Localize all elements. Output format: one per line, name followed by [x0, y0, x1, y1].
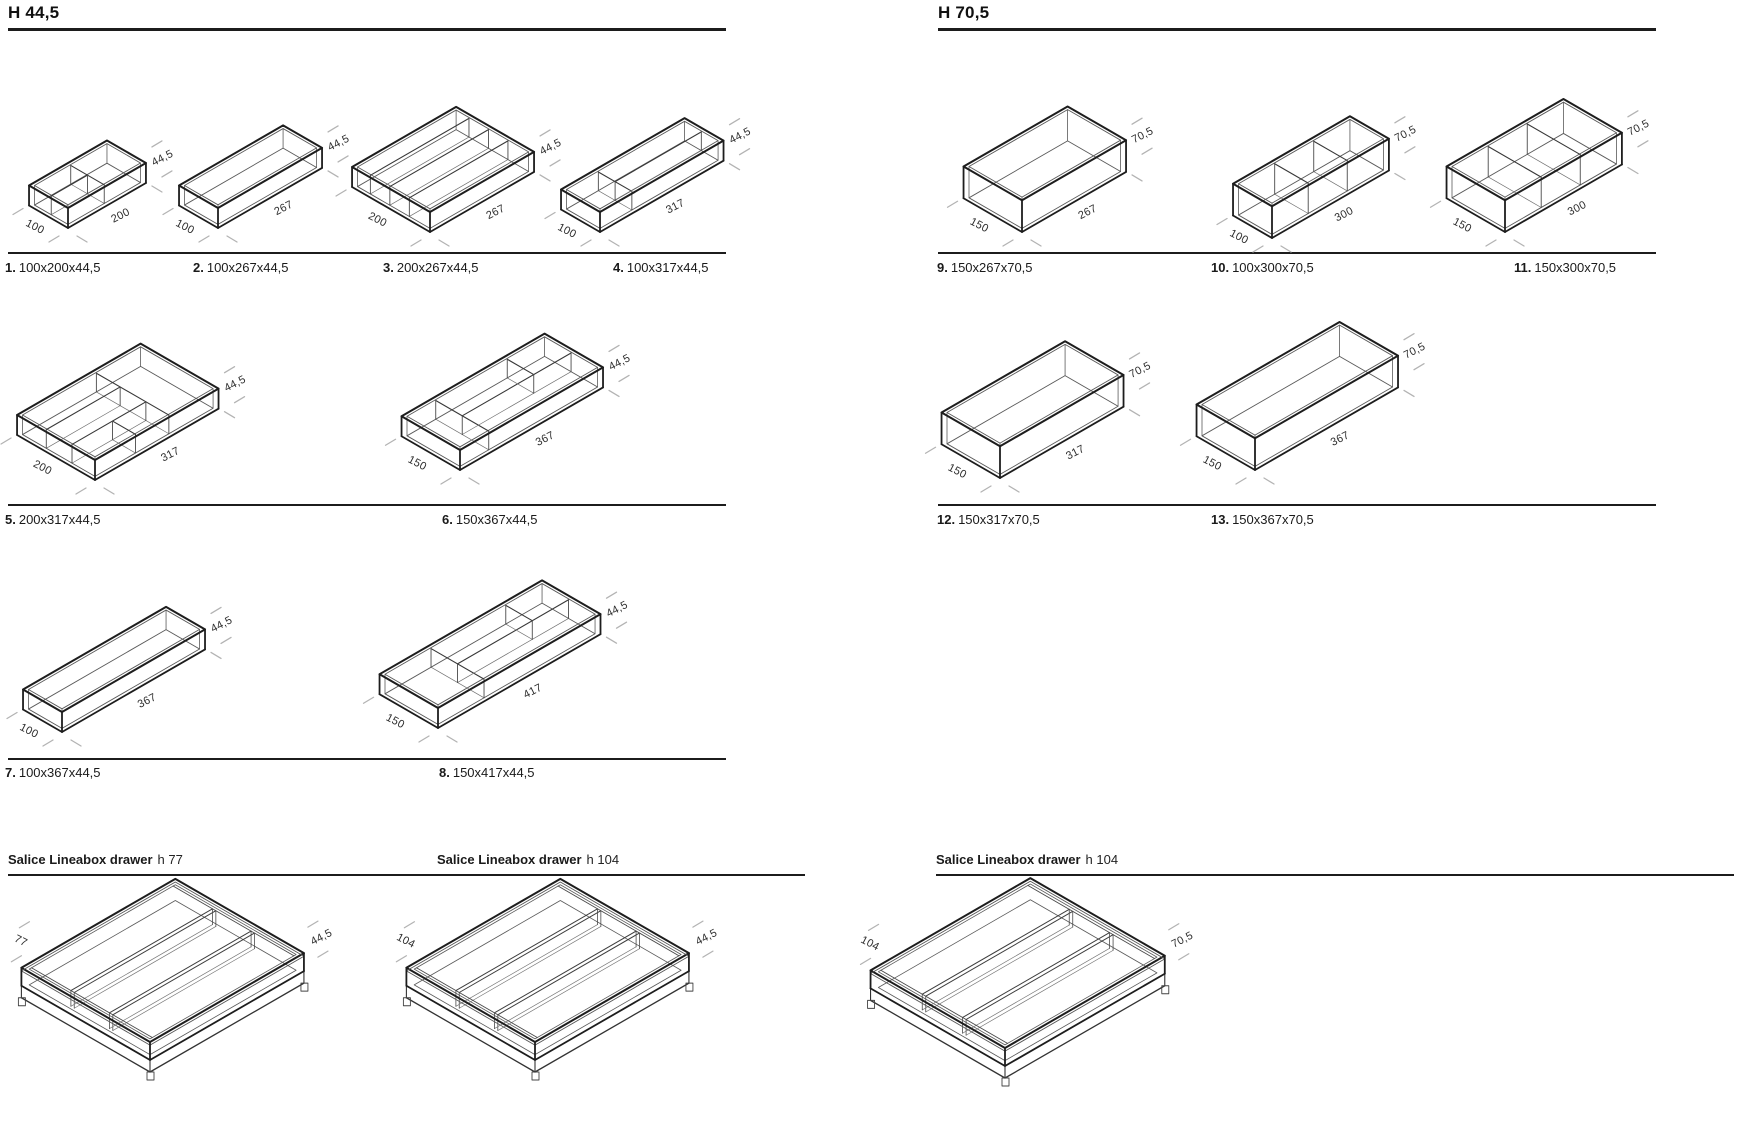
svg-text:44,5: 44,5: [606, 352, 633, 374]
svg-text:267: 267: [1076, 202, 1099, 223]
figure-item-2: [163, 125, 351, 242]
item-dims: 100x300x70,5: [1232, 260, 1314, 275]
figure-item-10: [1217, 116, 1418, 252]
svg-text:100: 100: [23, 217, 47, 237]
item-dims: 150x367x70,5: [1232, 512, 1314, 527]
drawer-name: Salice Lineabox drawer: [437, 852, 582, 867]
svg-text:100: 100: [17, 721, 41, 741]
section-title-h445: H 44,5: [8, 3, 60, 22]
figure-item-4: [545, 118, 753, 246]
svg-text:300: 300: [1565, 198, 1589, 219]
item-number: 10.: [1211, 260, 1230, 275]
svg-text:200: 200: [109, 206, 132, 226]
svg-text:44,5: 44,5: [325, 132, 352, 154]
svg-text:200: 200: [31, 458, 54, 478]
svg-text:150: 150: [405, 453, 429, 474]
item-dims: 100x317x44,5: [626, 260, 709, 275]
figure-drawer-1: [11, 879, 334, 1080]
svg-text:70,5: 70,5: [1127, 359, 1153, 381]
svg-text:70,5: 70,5: [1625, 117, 1652, 139]
svg-text:100: 100: [173, 217, 197, 237]
item-number: 7.: [5, 765, 16, 780]
item-dims: 200x267x44,5: [396, 260, 479, 275]
item-number: 11.: [1514, 260, 1532, 275]
svg-text:44,5: 44,5: [308, 926, 335, 948]
item-dims: 150x267x70,5: [950, 260, 1033, 275]
item-number: 1.: [5, 260, 16, 275]
item-number: 5.: [5, 512, 16, 527]
item-number: 12.: [937, 512, 956, 527]
svg-text:317: 317: [1064, 442, 1087, 463]
figure-item-5: [1, 344, 248, 494]
item-number: 3.: [383, 260, 394, 275]
svg-text:100: 100: [555, 221, 579, 241]
item-dims: 150x417x44,5: [452, 765, 535, 780]
item-dims: 150x300x70,5: [1534, 260, 1617, 275]
svg-text:150: 150: [945, 461, 969, 482]
drawer-name: Salice Lineabox drawer: [8, 852, 153, 867]
svg-text:104: 104: [858, 933, 882, 954]
svg-text:44,5: 44,5: [727, 125, 753, 147]
svg-text:44,5: 44,5: [537, 136, 564, 158]
item-dims: 150x367x44,5: [455, 512, 538, 527]
svg-text:44,5: 44,5: [208, 614, 235, 636]
figure-item-7: [7, 607, 234, 746]
item-dims: 100x267x44,5: [206, 260, 289, 275]
svg-text:267: 267: [484, 202, 507, 223]
drawer-variant: h 77: [157, 852, 183, 867]
svg-text:300: 300: [1332, 204, 1356, 225]
figure-item-6: [386, 334, 633, 484]
drawer-variant: h 104: [1085, 852, 1119, 867]
svg-text:150: 150: [1450, 215, 1474, 236]
item-dims: 100x367x44,5: [18, 765, 101, 780]
item-number: 4.: [613, 260, 624, 275]
item-number: 13.: [1211, 512, 1230, 527]
svg-text:367: 367: [135, 691, 159, 711]
drawer-name: Salice Lineabox drawer: [936, 852, 1081, 867]
svg-text:70,5: 70,5: [1129, 125, 1156, 147]
item-dims: 100x200x44,5: [18, 260, 101, 275]
figure-drawer-2: [394, 879, 719, 1080]
item-dims: 150x317x70,5: [958, 512, 1040, 527]
svg-text:70,5: 70,5: [1392, 123, 1419, 145]
svg-text:44,5: 44,5: [222, 373, 248, 395]
section-title-h705: H 70,5: [938, 3, 990, 22]
svg-text:44,5: 44,5: [149, 147, 176, 169]
svg-text:367: 367: [533, 429, 557, 449]
figure-item-9: [948, 106, 1156, 246]
item-number: 9.: [937, 260, 948, 275]
svg-text:267: 267: [272, 198, 295, 219]
svg-text:44,5: 44,5: [693, 926, 720, 948]
figure-item-1: [13, 140, 175, 242]
svg-text:104: 104: [394, 931, 418, 951]
svg-text:150: 150: [383, 711, 407, 732]
svg-text:100: 100: [1227, 227, 1251, 247]
svg-text:44,5: 44,5: [604, 598, 630, 620]
svg-text:200: 200: [366, 210, 389, 230]
svg-text:150: 150: [967, 215, 991, 236]
svg-text:317: 317: [159, 444, 182, 465]
item-dims: 200x317x44,5: [18, 512, 101, 527]
svg-text:70,5: 70,5: [1401, 340, 1428, 362]
figure-item-8: [364, 580, 630, 742]
figure-item-13: [1181, 322, 1428, 484]
item-number: 2.: [193, 260, 204, 275]
figure-item-3: [336, 107, 563, 246]
figure-item-12: [926, 341, 1153, 492]
svg-text:317: 317: [664, 196, 687, 217]
svg-text:70,5: 70,5: [1169, 929, 1196, 951]
svg-text:77: 77: [12, 932, 30, 950]
svg-text:417: 417: [521, 681, 545, 702]
svg-text:150: 150: [1200, 453, 1224, 474]
figure-item-11: [1431, 99, 1652, 246]
item-number: 6.: [442, 512, 453, 527]
figure-drawer-3: [859, 878, 1196, 1086]
item-number: 8.: [439, 765, 450, 780]
svg-text:367: 367: [1328, 429, 1352, 449]
drawer-variant: h 104: [586, 852, 620, 867]
